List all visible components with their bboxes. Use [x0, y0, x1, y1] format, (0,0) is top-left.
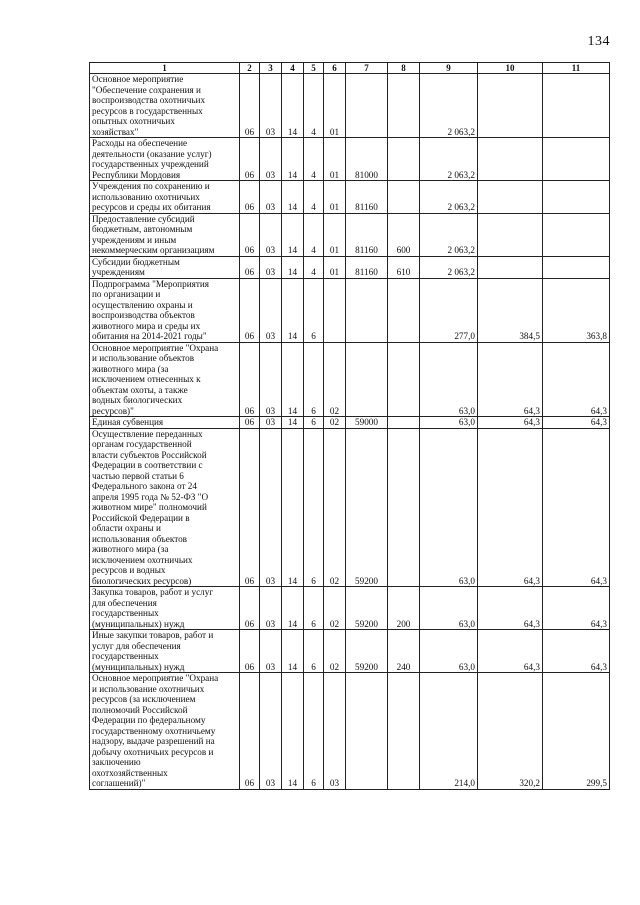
header-cell: 11: [543, 63, 610, 74]
expense-type-cell: 240: [388, 630, 420, 673]
subsection-code-cell: 03: [260, 278, 282, 342]
row-name-cell: Расходы на обеспечение деятельности (оказание услуг) государственных учреждений Республики Мордовия: [90, 138, 240, 181]
row-name-cell: Основное мероприятие "Обеспечение сохранения и воспроизводства охотничьих ресурсов в государственных опытных охотничьих хозяйствах": [90, 74, 240, 138]
expense-type-cell: [388, 138, 420, 181]
amount-year-2-cell: [478, 181, 543, 214]
amount-year-1-cell: 2 063,2: [420, 256, 478, 278]
amount-year-3-cell: [543, 256, 610, 278]
subsection-code-cell: 03: [260, 74, 282, 138]
subprogram-code-cell: 4: [304, 138, 324, 181]
section-code-cell: 06: [240, 630, 260, 673]
target-code-cell: 81160: [346, 213, 388, 256]
header-cell: 6: [324, 63, 346, 74]
amount-year-1-cell: 277,0: [420, 278, 478, 342]
expense-type-cell: [388, 181, 420, 214]
amount-year-3-cell: 64,3: [543, 630, 610, 673]
target-code-cell: 81160: [346, 256, 388, 278]
subprogram-code-cell: 6: [304, 630, 324, 673]
table-row: [90, 673, 610, 790]
expense-type-cell: 200: [388, 587, 420, 630]
activity-code-cell: 01: [324, 138, 346, 181]
target-code-cell: 81160: [346, 181, 388, 214]
row-name-cell: Осуществление переданных органам государственной власти субъектов Российской Федерации в соответствии с частью первой статьи 6 Федерального закона от 24 апреля 1995 года № 52-ФЗ "О животном мире" полномочий Российской Федерации в области охраны и использования объектов животного мира (за исключением охотничьих ресурсов и водных биологических ресурсов): [90, 428, 240, 587]
amount-year-1-cell: 63,0: [420, 428, 478, 587]
amount-year-2-cell: 320,2: [478, 673, 543, 790]
activity-code-cell: 02: [324, 417, 346, 429]
section-code-cell: 06: [240, 138, 260, 181]
table-row: [90, 342, 610, 417]
header-row: [90, 63, 610, 74]
table-body: [90, 74, 610, 790]
row-name-cell: Закупка товаров, работ и услуг для обеспечения государственных (муниципальных) нужд: [90, 587, 240, 630]
table-row: [90, 181, 610, 214]
amount-year-3-cell: 299,5: [543, 673, 610, 790]
row-name-cell: Иные закупки товаров, работ и услуг для обеспечения государственных (муниципальных) нужд: [90, 630, 240, 673]
expense-type-cell: [388, 673, 420, 790]
program-code-cell: 14: [282, 74, 304, 138]
activity-code-cell: 01: [324, 181, 346, 214]
amount-year-1-cell: 214,0: [420, 673, 478, 790]
expense-type-cell: [388, 428, 420, 587]
expense-type-cell: 610: [388, 256, 420, 278]
subsection-code-cell: 03: [260, 213, 282, 256]
section-code-cell: 06: [240, 673, 260, 790]
program-code-cell: 14: [282, 181, 304, 214]
section-code-cell: 06: [240, 342, 260, 417]
program-code-cell: 14: [282, 342, 304, 417]
section-code-cell: 06: [240, 256, 260, 278]
table-row: [90, 74, 610, 138]
amount-year-1-cell: 63,0: [420, 630, 478, 673]
amount-year-2-cell: 64,3: [478, 428, 543, 587]
target-code-cell: [346, 342, 388, 417]
activity-code-cell: 01: [324, 213, 346, 256]
program-code-cell: 14: [282, 256, 304, 278]
program-code-cell: 14: [282, 630, 304, 673]
table-row: [90, 256, 610, 278]
target-code-cell: [346, 74, 388, 138]
subprogram-code-cell: 6: [304, 673, 324, 790]
program-code-cell: 14: [282, 213, 304, 256]
target-code-cell: 59000: [346, 417, 388, 429]
amount-year-1-cell: 2 063,2: [420, 181, 478, 214]
subsection-code-cell: 03: [260, 428, 282, 587]
subsection-code-cell: 03: [260, 181, 282, 214]
amount-year-3-cell: [543, 213, 610, 256]
amount-year-2-cell: [478, 74, 543, 138]
row-name-cell: Единая субвенция: [90, 417, 240, 429]
amount-year-3-cell: 64,3: [543, 428, 610, 587]
program-code-cell: 14: [282, 428, 304, 587]
activity-code-cell: [324, 278, 346, 342]
target-code-cell: 59200: [346, 587, 388, 630]
subsection-code-cell: 03: [260, 342, 282, 417]
amount-year-2-cell: 64,3: [478, 630, 543, 673]
subsection-code-cell: 03: [260, 673, 282, 790]
subsection-code-cell: 03: [260, 256, 282, 278]
section-code-cell: 06: [240, 181, 260, 214]
section-code-cell: 06: [240, 278, 260, 342]
row-name-cell: Субсидии бюджетным учреждениям: [90, 256, 240, 278]
subsection-code-cell: 03: [260, 587, 282, 630]
row-name-cell: Подпрограмма "Мероприятия по организации и осуществлению охраны и воспроизводства объектов животного мира и среды их обитания на 2014-2021 годы": [90, 278, 240, 342]
subprogram-code-cell: 4: [304, 74, 324, 138]
header-cell: 2: [240, 63, 260, 74]
amount-year-2-cell: [478, 256, 543, 278]
target-code-cell: [346, 278, 388, 342]
section-code-cell: 06: [240, 74, 260, 138]
header-cell: 4: [282, 63, 304, 74]
header-cell: 9: [420, 63, 478, 74]
expense-type-cell: [388, 417, 420, 429]
header-cell: 3: [260, 63, 282, 74]
header-cell: 1: [90, 63, 240, 74]
amount-year-2-cell: 64,3: [478, 342, 543, 417]
section-code-cell: 06: [240, 587, 260, 630]
expense-type-cell: [388, 278, 420, 342]
header-cell: 10: [478, 63, 543, 74]
activity-code-cell: 02: [324, 587, 346, 630]
table-row: [90, 587, 610, 630]
row-name-cell: Основное мероприятие "Охрана и использование объектов животного мира (за исключением отнесенных к объектам охоты, а также водных биологических ресурсов)": [90, 342, 240, 417]
activity-code-cell: 02: [324, 342, 346, 417]
amount-year-1-cell: 2 063,2: [420, 213, 478, 256]
table-row: [90, 630, 610, 673]
amount-year-1-cell: 2 063,2: [420, 74, 478, 138]
expense-type-cell: [388, 342, 420, 417]
amount-year-2-cell: 64,3: [478, 417, 543, 429]
subsection-code-cell: 03: [260, 630, 282, 673]
amount-year-1-cell: 63,0: [420, 587, 478, 630]
table-row: [90, 278, 610, 342]
table-row: [90, 428, 610, 587]
subprogram-code-cell: 6: [304, 278, 324, 342]
table-row: [90, 417, 610, 429]
amount-year-2-cell: [478, 138, 543, 181]
header-cell: 5: [304, 63, 324, 74]
activity-code-cell: 02: [324, 428, 346, 587]
program-code-cell: 14: [282, 417, 304, 429]
section-code-cell: 06: [240, 417, 260, 429]
amount-year-2-cell: [478, 213, 543, 256]
amount-year-1-cell: 2 063,2: [420, 138, 478, 181]
amount-year-3-cell: [543, 138, 610, 181]
activity-code-cell: 01: [324, 256, 346, 278]
amount-year-2-cell: 64,3: [478, 587, 543, 630]
section-code-cell: 06: [240, 213, 260, 256]
program-code-cell: 14: [282, 673, 304, 790]
program-code-cell: 14: [282, 278, 304, 342]
amount-year-1-cell: 63,0: [420, 417, 478, 429]
section-code-cell: 06: [240, 428, 260, 587]
page-number: 134: [587, 34, 610, 49]
subprogram-code-cell: 4: [304, 256, 324, 278]
amount-year-3-cell: 64,3: [543, 417, 610, 429]
target-code-cell: 59200: [346, 630, 388, 673]
subprogram-code-cell: 6: [304, 587, 324, 630]
amount-year-3-cell: 64,3: [543, 587, 610, 630]
row-name-cell: Учреждения по сохранению и использованию охотничьих ресурсов и среды их обитания: [90, 181, 240, 214]
subprogram-code-cell: 4: [304, 213, 324, 256]
subprogram-code-cell: 6: [304, 417, 324, 429]
activity-code-cell: 02: [324, 630, 346, 673]
amount-year-3-cell: 64,3: [543, 342, 610, 417]
target-code-cell: 81000: [346, 138, 388, 181]
program-code-cell: 14: [282, 587, 304, 630]
subprogram-code-cell: 6: [304, 342, 324, 417]
table-row: [90, 138, 610, 181]
activity-code-cell: 01: [324, 74, 346, 138]
target-code-cell: 59200: [346, 428, 388, 587]
target-code-cell: [346, 673, 388, 790]
expense-type-cell: 600: [388, 213, 420, 256]
table-row: [90, 213, 610, 256]
amount-year-1-cell: 63,0: [420, 342, 478, 417]
program-code-cell: 14: [282, 138, 304, 181]
subsection-code-cell: 03: [260, 138, 282, 181]
subprogram-code-cell: 4: [304, 181, 324, 214]
subprogram-code-cell: 6: [304, 428, 324, 587]
activity-code-cell: 03: [324, 673, 346, 790]
amount-year-2-cell: 384,5: [478, 278, 543, 342]
expense-type-cell: [388, 74, 420, 138]
amount-year-3-cell: [543, 74, 610, 138]
amount-year-3-cell: [543, 181, 610, 214]
row-name-cell: Предоставление субсидий бюджетным, автономным учреждениям и иным некоммерческим организациям: [90, 213, 240, 256]
budget-table: [89, 62, 610, 790]
subsection-code-cell: 03: [260, 417, 282, 429]
row-name-cell: Основное мероприятие "Охрана и использование охотничьих ресурсов (за исключением полномочий Российской Федерации по федеральному государственному охотничьему надзору, выдаче разрешений на добычу охотничьих ресурсов и заключению охотхозяйственных соглашений)": [90, 673, 240, 790]
header-cell: 8: [388, 63, 420, 74]
amount-year-3-cell: 363,8: [543, 278, 610, 342]
header-cell: 7: [346, 63, 388, 74]
